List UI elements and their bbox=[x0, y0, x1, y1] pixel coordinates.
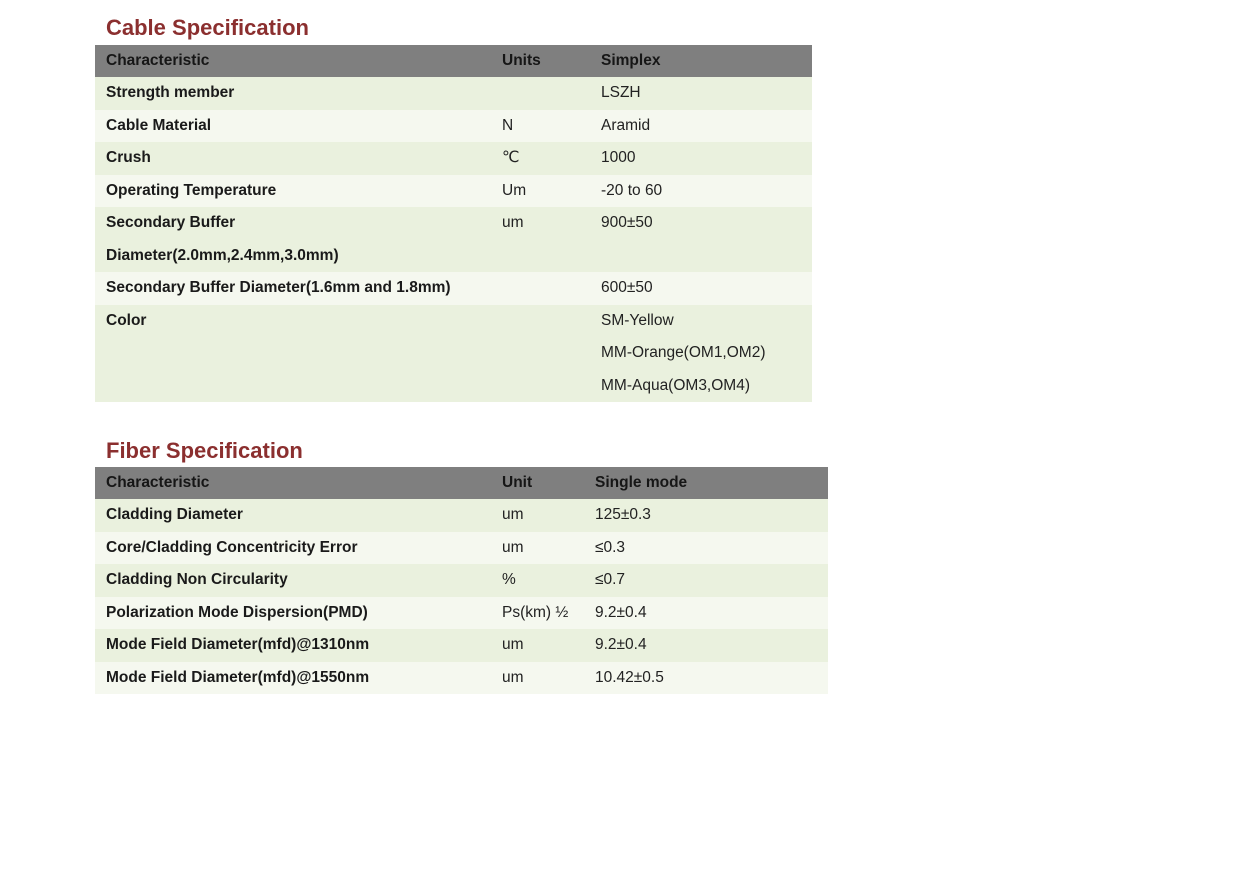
characteristic-text: Operating Temperature bbox=[106, 181, 277, 199]
unit-text: ℃ bbox=[502, 149, 520, 166]
table-row bbox=[95, 662, 828, 695]
unit-text: um bbox=[502, 668, 524, 686]
characteristic-text: Polarization Mode Dispersion(PMD) bbox=[106, 603, 368, 621]
table-row bbox=[95, 272, 812, 305]
unit-cell bbox=[491, 305, 590, 403]
value-text: 9.2±0.4 bbox=[595, 636, 647, 653]
characteristic-text: Cladding Non Circularity bbox=[106, 571, 288, 588]
value-cell bbox=[590, 207, 812, 272]
table-row bbox=[95, 532, 828, 565]
unit-cell bbox=[491, 142, 590, 175]
value-cell bbox=[584, 629, 828, 662]
unit-cell bbox=[491, 564, 584, 597]
header-simplex: Simplex bbox=[590, 45, 812, 77]
value-cell bbox=[584, 532, 828, 565]
characteristic-text: Color bbox=[106, 311, 147, 329]
fiber-spec-table bbox=[95, 467, 828, 694]
characteristic-text: Strength member bbox=[106, 84, 235, 101]
unit-text: um bbox=[502, 538, 524, 556]
characteristic-cell bbox=[95, 77, 491, 110]
unit-cell bbox=[491, 532, 584, 565]
characteristic-cell bbox=[95, 564, 491, 597]
table-row bbox=[95, 175, 812, 208]
value-text: 10.42±0.5 bbox=[595, 668, 664, 686]
characteristic-cell bbox=[95, 175, 491, 208]
header-single-mode: Single mode bbox=[584, 467, 828, 499]
table-row bbox=[95, 597, 828, 630]
characteristic-cell bbox=[95, 142, 491, 175]
value-cell bbox=[590, 110, 812, 143]
header-unit: Unit bbox=[491, 467, 584, 499]
value-text: 1000 bbox=[601, 149, 636, 166]
characteristic-cell bbox=[95, 207, 491, 272]
value-cell bbox=[590, 175, 812, 208]
value-cell bbox=[584, 564, 828, 597]
characteristic-cell bbox=[95, 597, 491, 630]
value-text: SM-Yellow bbox=[601, 311, 674, 329]
header-characteristic: Characteristic bbox=[95, 467, 491, 499]
table-row bbox=[95, 629, 828, 662]
unit-cell bbox=[491, 499, 584, 532]
table-row bbox=[95, 110, 812, 143]
value-cell bbox=[584, 597, 828, 630]
unit-text: N bbox=[502, 116, 514, 134]
value-cell bbox=[590, 142, 812, 175]
characteristic-text: Core/Cladding Concentricity Error bbox=[106, 538, 358, 556]
characteristic-text: Mode Field Diameter(mfd)@1310nm bbox=[106, 636, 370, 653]
unit-text: um bbox=[502, 636, 524, 653]
unit-cell bbox=[491, 597, 584, 630]
value-cell bbox=[590, 305, 812, 403]
characteristic-text: Secondary Buffer Diameter(1.6mm and 1.8mm) bbox=[106, 279, 451, 296]
characteristic-cell bbox=[95, 272, 491, 305]
table-row bbox=[95, 564, 828, 597]
value-cell bbox=[590, 77, 812, 110]
value-cell bbox=[584, 662, 828, 695]
cable-spec-table bbox=[95, 45, 812, 402]
characteristic-text: Cladding Diameter bbox=[106, 506, 243, 523]
value-cell bbox=[584, 499, 828, 532]
value-text: 900±50 bbox=[601, 214, 653, 231]
header-units: Units bbox=[491, 45, 590, 77]
unit-text: % bbox=[502, 571, 516, 588]
value-text: 125±0.3 bbox=[595, 506, 651, 523]
characteristic-text: Diameter(2.0mm,2.4mm,3.0mm) bbox=[106, 246, 339, 264]
unit-cell bbox=[491, 629, 584, 662]
header-characteristic: Characteristic bbox=[95, 45, 491, 77]
unit-text: um bbox=[502, 214, 524, 231]
unit-cell bbox=[491, 662, 584, 695]
unit-cell bbox=[491, 110, 590, 143]
table-header-row bbox=[95, 467, 828, 499]
unit-text: um bbox=[502, 506, 524, 523]
value-cell bbox=[590, 272, 812, 305]
unit-cell bbox=[491, 207, 590, 272]
table-row bbox=[95, 305, 812, 403]
value-text: ≤0.3 bbox=[595, 538, 626, 556]
characteristic-cell bbox=[95, 662, 491, 695]
table-row bbox=[95, 77, 812, 110]
value-text: -20 to 60 bbox=[601, 181, 663, 199]
unit-text: Um bbox=[502, 181, 527, 199]
unit-cell bbox=[491, 272, 590, 305]
cable-spec-title: Cable Specification bbox=[106, 15, 309, 40]
value-text: ≤0.7 bbox=[595, 571, 626, 588]
characteristic-text: Crush bbox=[106, 149, 151, 166]
value-text: 600±50 bbox=[601, 279, 653, 296]
value-text: Aramid bbox=[601, 116, 651, 134]
characteristic-cell bbox=[95, 110, 491, 143]
characteristic-cell bbox=[95, 499, 491, 532]
characteristic-cell bbox=[95, 305, 491, 403]
unit-text: Ps(km) ½ bbox=[502, 603, 569, 621]
table-row bbox=[95, 207, 812, 272]
value-text: MM-Aqua(OM3,OM4) bbox=[601, 376, 750, 394]
characteristic-cell bbox=[95, 629, 491, 662]
characteristic-text: Secondary Buffer bbox=[106, 214, 236, 231]
value-text: LSZH bbox=[601, 84, 641, 101]
value-text: 9.2±0.4 bbox=[595, 603, 647, 621]
table-row bbox=[95, 142, 812, 175]
fiber-spec-title: Fiber Specification bbox=[106, 438, 303, 463]
table-row bbox=[95, 499, 828, 532]
unit-cell bbox=[491, 77, 590, 110]
unit-cell bbox=[491, 175, 590, 208]
characteristic-cell bbox=[95, 532, 491, 565]
value-text: MM-Orange(OM1,OM2) bbox=[601, 344, 766, 361]
characteristic-text: Mode Field Diameter(mfd)@1550nm bbox=[106, 668, 370, 686]
characteristic-text: Cable Material bbox=[106, 116, 212, 134]
table-header-row bbox=[95, 45, 812, 77]
